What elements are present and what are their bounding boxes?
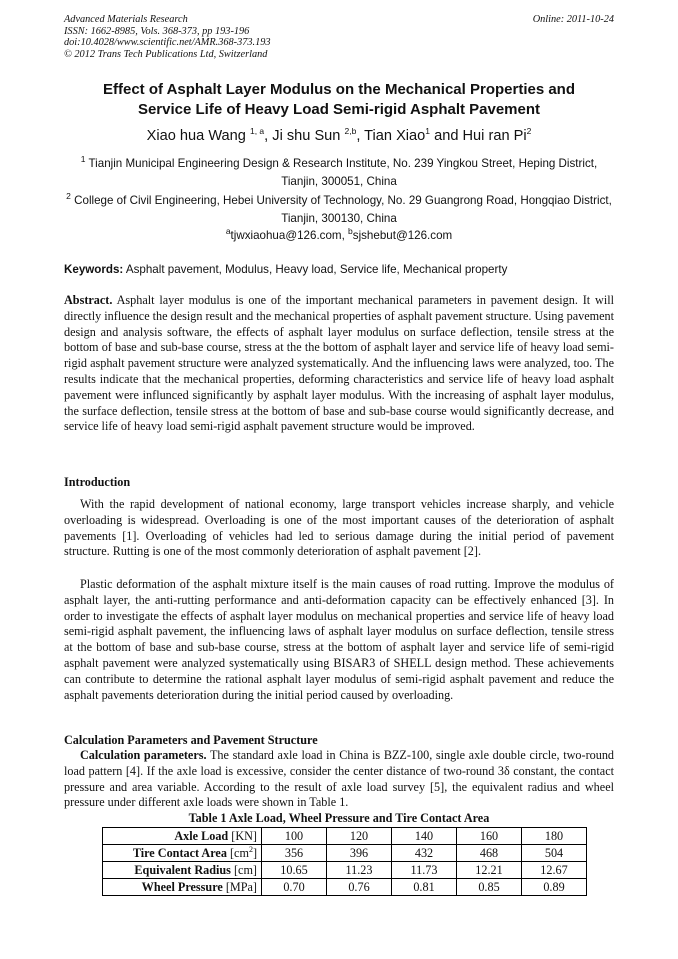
table-caption: Table 1 Axle Load, Wheel Pressure and Tire Contact Area xyxy=(188,811,490,825)
email-1: tjwxiaohua@126.com, xyxy=(230,229,345,242)
author-2-sup: 2,b xyxy=(344,126,357,137)
abstract-label: Abstract. xyxy=(64,293,113,307)
table-cell: 11.23 xyxy=(327,862,392,879)
axle-load-table xyxy=(102,827,587,896)
author-and: and xyxy=(434,128,459,144)
calc-text: The standard axle load in China is BZZ-100, single axle double circle, two-round load pattern [4]. If the axle load is excessive, consider the center distance of two-round 3δ constant, the contact pressure and area variable. According to the result of axle load survey [5], the equivalent radius and wheel pressure under different axle loads were shown in Table 1. xyxy=(64,748,615,810)
calc-label: Calculation parameters. xyxy=(80,748,207,762)
row-label-name: Wheel Pressure xyxy=(141,880,223,894)
table-row xyxy=(103,879,587,896)
keywords xyxy=(64,263,614,276)
table-cell: 100 xyxy=(262,828,327,845)
intro-paragraph-2: Plastic deformation of the asphalt mixture itself is the main causes of road rutting. Improve the modulus of asphalt layer, the anti-rutting performance and anti-deformation capacity can be effectively enhanced [3]. In order to investigate the effects of asphalt layer modulus on mechanical properties and service life of heavy load semi-rigid asphalt pavement, the influencing laws of asphalt layer modulus on surface deflection, tensile stress at the bottom of base and sub-base course, stress at the bottom of asphalt layer and service life of semi-rigid asphalt pavement were analyzed systematically using BISAR3 of SHELL design method. These achievements can contribute to determine the rational asphalt layer modulus of semi-rigid asphalt pavement and reduce the asphalt pavements deterioration during the initial period caused by overloading. xyxy=(64,577,614,702)
abstract xyxy=(64,293,614,435)
table-cell: 12.21 xyxy=(457,862,522,879)
table-cell: 12.67 xyxy=(522,862,587,879)
author-3: Tian Xiao xyxy=(364,128,426,144)
table-row xyxy=(103,828,587,845)
author-3-sup: 1 xyxy=(425,126,431,137)
title-line-2: Service Life of Heavy Load Semi-rigid Asphalt Pavement xyxy=(137,101,541,118)
author-2: Ji shu Sun xyxy=(272,128,341,144)
paper-title xyxy=(64,80,614,120)
table-cell: 140 xyxy=(392,828,457,845)
emails xyxy=(64,226,614,242)
issn: ISSN: 1662-8985, Vols. 368-373, pp 193-196 xyxy=(64,25,250,37)
table-cell: 504 xyxy=(522,845,587,862)
email-2: sjshebut@126.com xyxy=(352,229,453,242)
row-label xyxy=(103,828,262,845)
table-row xyxy=(103,845,587,862)
row-label-name: Axle Load xyxy=(174,829,229,843)
email-2-sup: b xyxy=(348,226,353,237)
table-cell: 396 xyxy=(327,845,392,862)
row-label-unit: [cm xyxy=(229,846,249,860)
row-label xyxy=(103,862,262,879)
title-line-1: Effect of Asphalt Layer Modulus on the Mechanical Properties and xyxy=(102,81,576,98)
table-row xyxy=(103,862,587,879)
row-label-name: Tire Contact Area xyxy=(132,846,227,860)
table-cell: 432 xyxy=(392,845,457,862)
affiliation-1-text: Tianjin Municipal Engineering Design & Research Institute, No. 239 Yingkou Street, Heping District, Tianjin, 300051, China xyxy=(88,157,598,188)
row-label-unit: [MPa] xyxy=(225,880,257,894)
row-label-unit-end: ] xyxy=(252,846,257,860)
copyright: © 2012 Trans Tech Publications Ltd, Switzerland xyxy=(64,48,268,60)
table-cell: 0.81 xyxy=(392,879,457,896)
table-cell: 0.70 xyxy=(262,879,327,896)
author-1-sup: 1, a xyxy=(249,126,265,137)
introduction-heading: Introduction xyxy=(64,475,131,489)
row-label-unit-sup: 2 xyxy=(248,844,253,854)
table-cell: 120 xyxy=(327,828,392,845)
affiliation-1 xyxy=(64,155,614,190)
online-date: Online: 2011-10-24 xyxy=(532,14,614,25)
author-list: Xiao hua Wang $^{1, a}$, Ji shu Sun $^{2,b}$, Tian Xiao$^1$ and Hui ran Pi$^2$ xyxy=(146,126,532,144)
affiliation-2 xyxy=(64,192,614,227)
table-cell: 0.85 xyxy=(457,879,522,896)
table-cell: 10.65 xyxy=(262,862,327,879)
journal-name: Advanced Materials Research xyxy=(64,14,188,25)
table-cell: 0.89 xyxy=(522,879,587,896)
intro-paragraph-1: With the rapid development of national economy, large transport vehicles increase sharply, and vehicle overloading is widespread. Overloading is one of the most important causes of the deterioration of asphalt pavements [1]. Overloading of vehicles had led to serious damage during the initial period of pavement structure. Rutting is one of the most commonly deterioration of asphalt pavement [2]. xyxy=(64,497,614,559)
affiliation-2-num: 2 xyxy=(66,191,71,202)
row-label-name: Equivalent Radius xyxy=(134,863,231,877)
abstract-text: Asphalt layer modulus is one of the important mechanical parameters in pavement design. It will directly influence the design result and the mechanical properties of asphalt pavement structure. Using pavement design and analysis software, the effects of asphalt layer modulus on surface deflection, tensile stress at the bottom of base and sub-base course, stress at the the bottom of asphalt layer and service life of heavy load semi-rigid asphalt pavement structure were analyzed systematically. And the influencing laws were analyzed, too. The results indicate that the mechanical properties, deforming characteristics and service life of heavy load asphalt pavement were influnced significantly by asphalt layer modulus. With the increasing of asphalt layer modulus, the surface deflection, tensile stress at the bottom of base and sub-base course would significantly decrease, and service life of heavy load semi-rigid asphalt pavement structure would be improved. xyxy=(64,293,615,434)
table-cell: 160 xyxy=(457,828,522,845)
calc-paragraph xyxy=(64,748,614,811)
keywords-text: Asphalt pavement, Modulus, Heavy load, Service life, Mechanical property xyxy=(125,263,508,276)
row-label xyxy=(103,845,262,862)
affiliation-1-num: 1 xyxy=(80,154,86,165)
row-label-unit: [cm] xyxy=(233,863,257,877)
author-1: Xiao hua Wang xyxy=(146,128,246,144)
table-cell: 0.76 xyxy=(327,879,392,896)
table-cell: 356 xyxy=(262,845,327,862)
table-cell: 468 xyxy=(457,845,522,862)
calc-heading: Calculation Parameters and Pavement Structure xyxy=(64,733,318,747)
row-label-unit: [KN] xyxy=(231,829,257,843)
table-cell: 180 xyxy=(522,828,587,845)
author-4-sup: 2 xyxy=(526,126,532,137)
email-1-sup: a xyxy=(225,226,231,237)
journal-header xyxy=(64,14,271,60)
doi: doi:10.4028/www.scientific.net/AMR.368-373.193 xyxy=(64,37,271,48)
row-label xyxy=(103,879,262,896)
table-cell: 11.73 xyxy=(392,862,457,879)
author-4: Hui ran Pi xyxy=(462,128,527,144)
affiliation-2-text: College of Civil Engineering, Hebei University of Technology, No. 29 Guangrong Road, Hongqiao District, Tianjin, 300130, China xyxy=(74,194,612,225)
keywords-label: Keywords: xyxy=(64,263,124,276)
